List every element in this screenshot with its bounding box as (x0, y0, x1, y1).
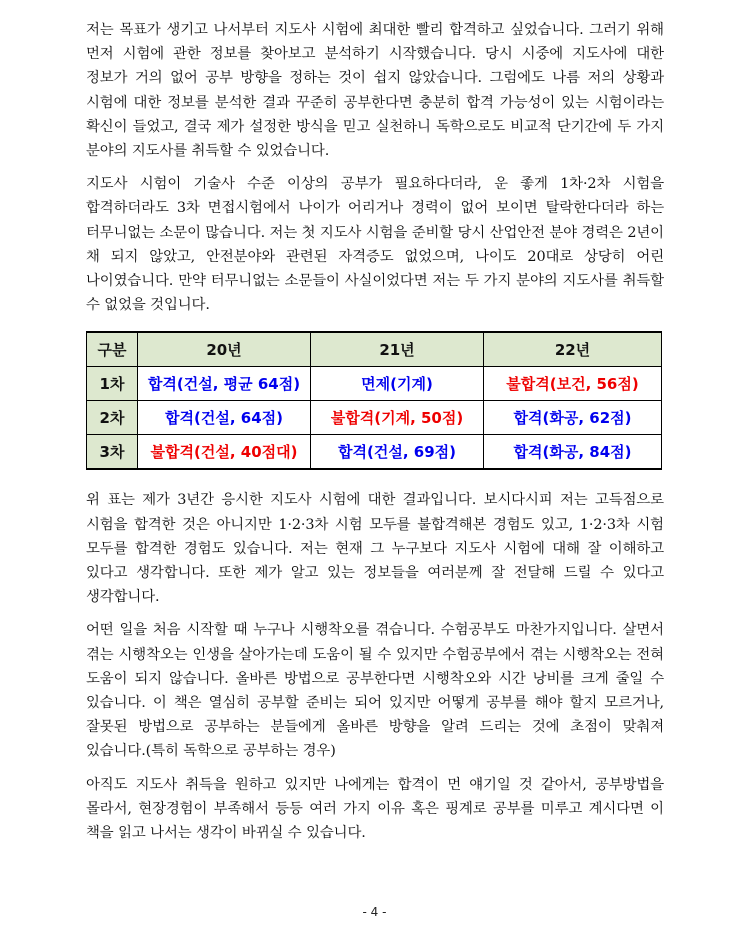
document-page (86, 18, 664, 854)
paragraph-5: 아직도 지도사 취득을 원하고 있지만 나에게는 합격이 먼 얘기일 것 같아서, 공부방법을 몰라서, 현장경험이 부족해서 등등 여러 가지 이유 혹은 핑계로 공부를 미루고 계시다면 이 책을 읽고 나서는 생각이 바뀌실 수 있습니다. (86, 776, 664, 842)
header-category: 구분 (87, 332, 138, 367)
page-number: - 4 - (362, 905, 387, 919)
result-cell: 불합격(보건, 56점) (484, 367, 662, 401)
header-year-20: 20년 (138, 332, 311, 367)
paragraph-3: 위 표는 제가 3년간 응시한 지도사 시험에 대한 결과입니다. 보시다시피 저는 고득점으로 시험을 합격한 것은 아니지만 1·2·3차 시험 모두를 불합격해본 경험도 있고, 1·2·3차 시험 모두를 합격한 경험도 있습니다. 저는 현재 그 누구보다 지도사 시험에 대해 잘 이해하고 있다고 생각합니다. 또한 제가 알고 있는 정보들을 여러분께 잘 전달해 드릴 수 있다고 생각합니다. (86, 492, 664, 606)
table-row (87, 367, 662, 401)
result-cell: 합격(화공, 84점) (484, 435, 662, 470)
result-cell: 불합격(기계, 50점) (311, 401, 484, 435)
results-table-wrapper (86, 331, 664, 470)
header-year-21: 21년 (311, 332, 484, 367)
header-year-22: 22년 (484, 332, 662, 367)
row-label: 2차 (87, 401, 138, 435)
table-row (87, 435, 662, 470)
row-label: 3차 (87, 435, 138, 470)
results-table (86, 331, 662, 470)
paragraph-2: 지도사 시험이 기술사 수준 이상의 공부가 필요하다더라, 운 좋게 1차·2차 시험을 합격하더라도 3차 면접시험에서 나이가 어리거나 경력이 없어 보이면 탈락한다더라 하는 터무니없는 소문이 많습니다. 저는 첫 지도사 시험을 준비할 당시 산업안전 분야 경력은 2년이 채 되지 않았고, 안전분야와 관련된 자격증도 없었으며, 나이도 20대로 상당히 어린 나이였습니다. 만약 터무니없는 소문들이 사실이었다면 저는 두 가지 분야의 지도사를 취득할 수 없었을 것입니다. (86, 176, 664, 314)
result-cell: 불합격(건설, 40점대) (138, 435, 311, 470)
result-cell: 합격(건설, 평균 64점) (138, 367, 311, 401)
row-label: 1차 (87, 367, 138, 401)
result-cell: 합격(화공, 62점) (484, 401, 662, 435)
paragraph-1: 저는 목표가 생기고 나서부터 지도사 시험에 최대한 빨리 합격하고 싶었습니다. 그러기 위해 먼저 시험에 관한 정보를 찾아보고 분석하기 시작했습니다. 당시 시중에 지도사에 대한 정보가 거의 없어 공부 방향을 정하는 것이 쉽지 않았습니다. 그럼에도 나름 저의 상황과 시험에 대한 정보를 분석한 결과 꾸준히 공부한다면 충분히 합격 가능성이 있는 시험이라는 확신이 들었고, 결국 제가 설정한 방식을 믿고 실천하니 독학으로도 비교적 단기간에 두 가지 분야의 지도사를 취득할 수 있었습니다. (86, 22, 664, 160)
table-header-row (87, 332, 662, 367)
result-cell: 면제(기계) (311, 367, 484, 401)
result-cell: 합격(건설, 69점) (311, 435, 484, 470)
table-row (87, 401, 662, 435)
result-cell: 합격(건설, 64점) (138, 401, 311, 435)
paragraph-4: 어떤 일을 처음 시작할 때 누구나 시행착오를 겪습니다. 수험공부도 마찬가지입니다. 살면서 겪는 시행착오는 인생을 살아가는데 도움이 될 수 있지만 수험공부에서 겪는 시행착오는 전혀 도움이 되지 않습니다. 올바른 방법으로 공부한다면 시행착오와 시간 낭비를 크게 줄일 수 있습니다. 이 책은 열심히 공부할 준비는 되어 있지만 어떻게 공부를 해야 할지 모르거나, 잘못된 방법으로 공부하는 분들에게 올바른 방향을 알려 드리는 것에 초점이 맞춰져 있습니다.(특히 독학으로 공부하는 경우) (86, 622, 664, 760)
